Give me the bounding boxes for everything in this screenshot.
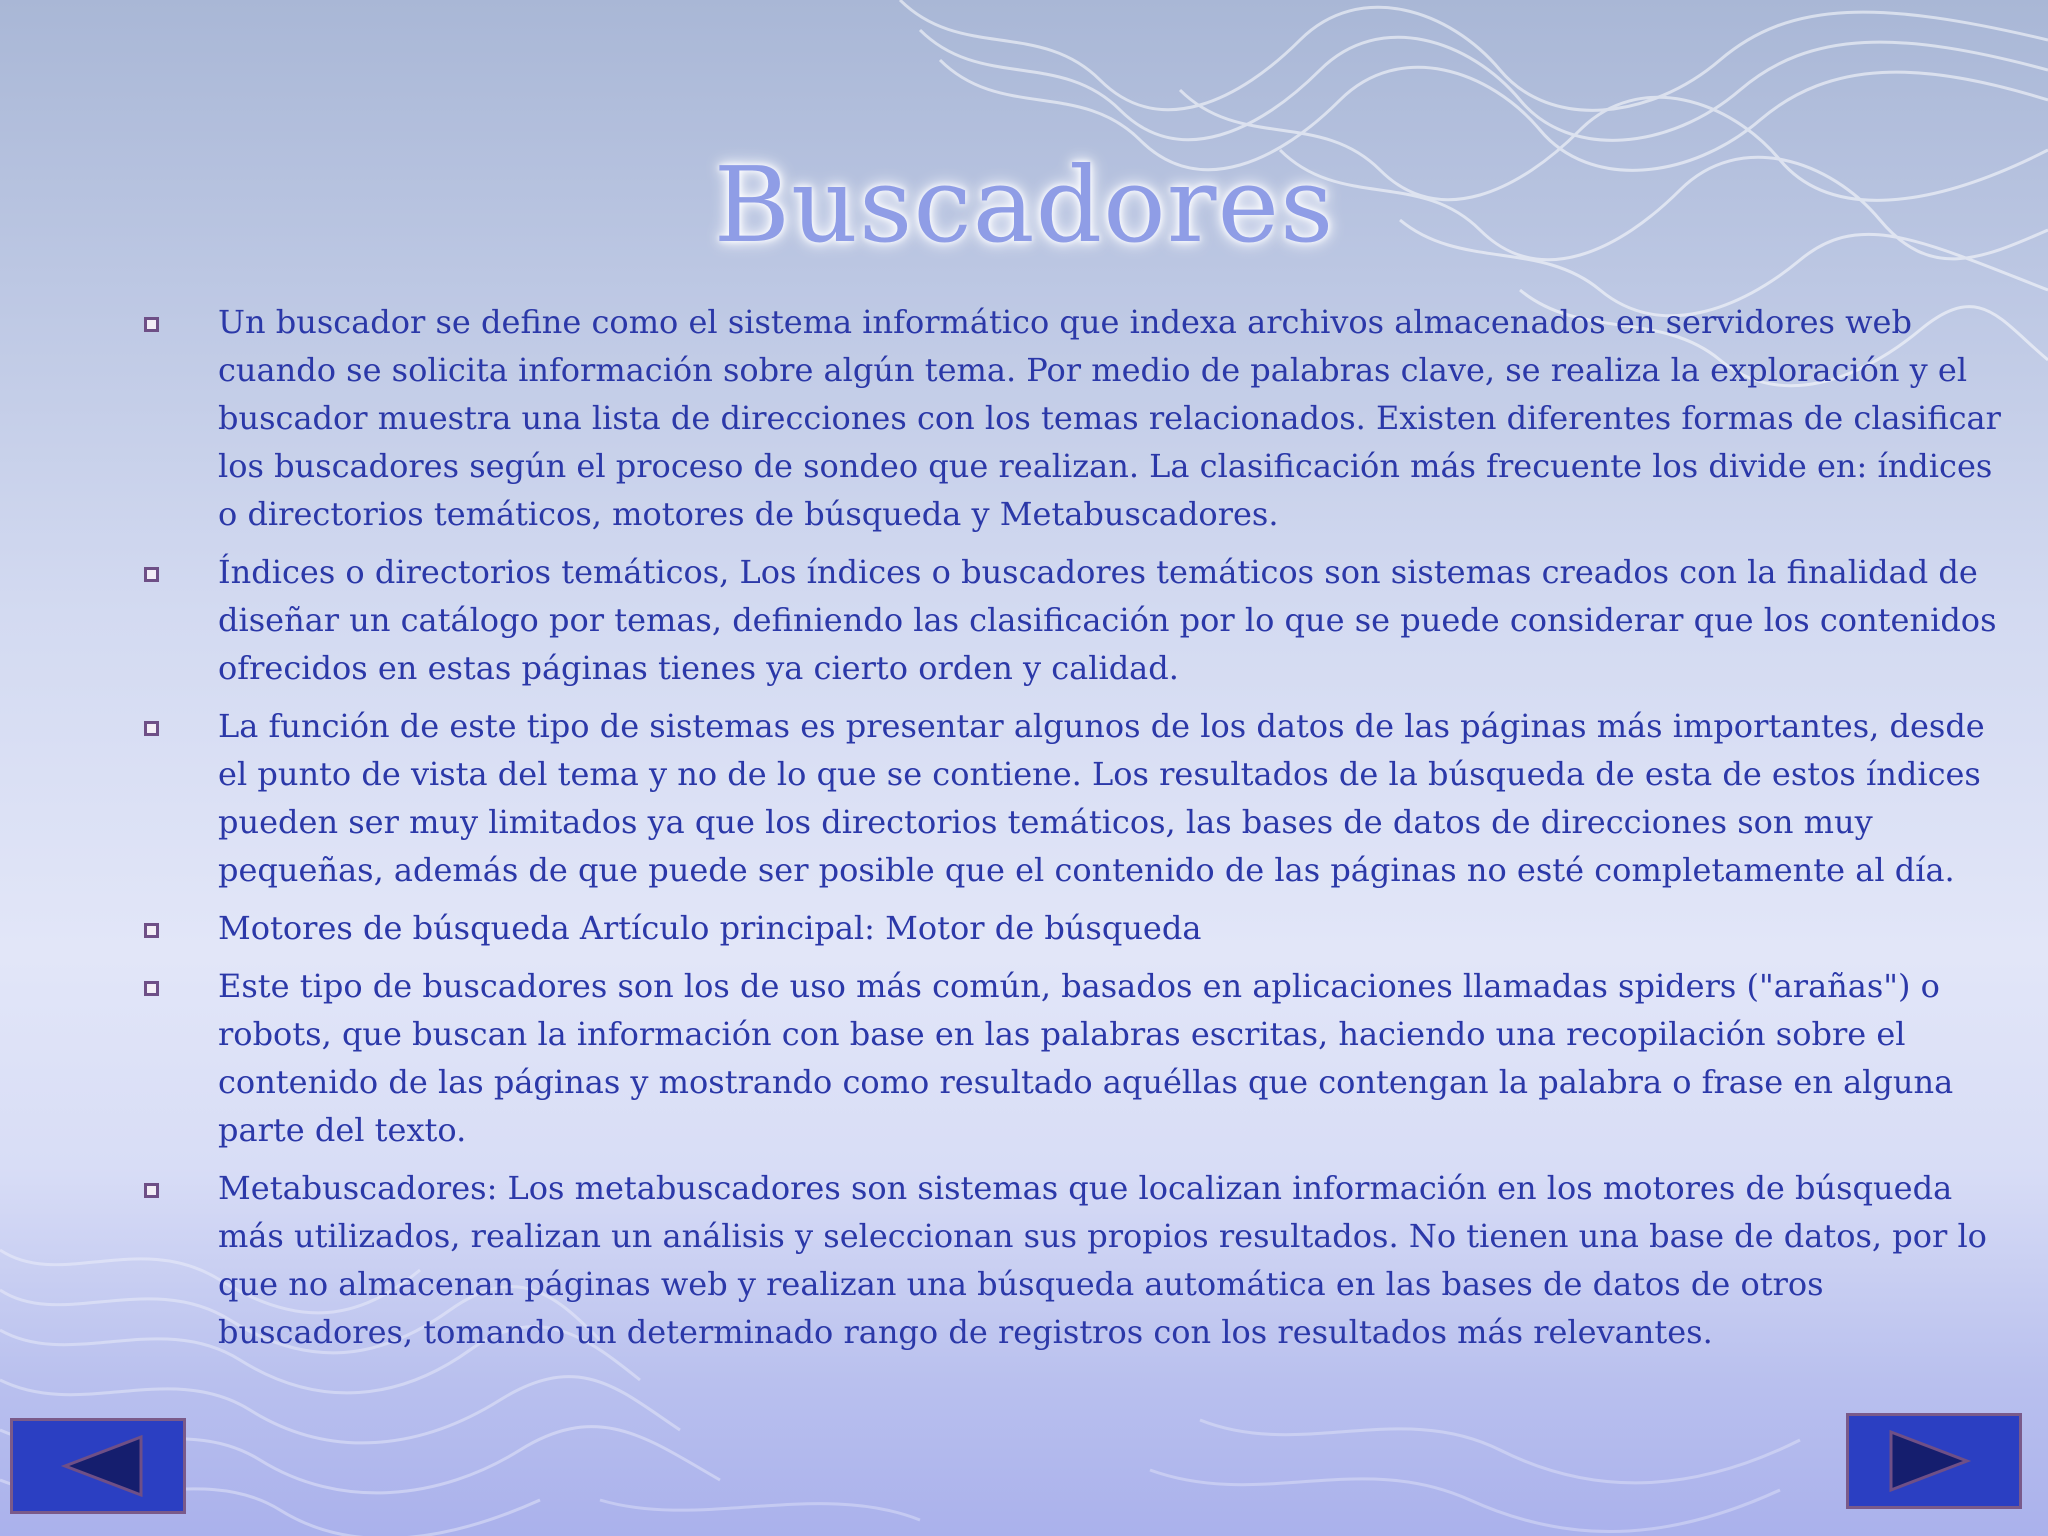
square-bullet-icon — [144, 721, 159, 736]
triangle-right-icon — [1849, 1416, 2019, 1506]
square-bullet-icon — [144, 317, 159, 332]
bullet-text: Metabuscadores: Los metabuscadores son sistemas que localizan información en los motores de búsqueda más utilizados, realizan un análisis y seleccionan sus propios resultados. No tienen una base de datos, por lo que no almacenan páginas web y realizan una búsqueda automática en las bases de datos de otros buscadores, tomando un determinado rango de registros con los resultados más relevantes. — [218, 1169, 1987, 1351]
square-bullet-icon — [144, 923, 159, 938]
bullet-text: Este tipo de buscadores son los de uso más común, basados en aplicaciones llamadas spiders ("arañas") o robots, que buscan la información con base en las palabras escritas, haciendo una recopilación sobre el contenido de las páginas y mostrando como resultado aquéllas que contengan la palabra o frase en alguna parte del texto. — [218, 967, 1954, 1149]
square-bullet-icon — [144, 981, 159, 996]
bullet-item — [140, 548, 2010, 692]
square-bullet-icon — [144, 567, 159, 582]
bullet-text: Motores de búsqueda Artículo principal: Motor de búsqueda — [218, 909, 1202, 947]
bullet-text: La función de este tipo de sistemas es presentar algunos de los datos de las páginas más importantes, desde el punto de vista del tema y no de lo que se contiene. Los resultados de la búsqueda de esta de estos índices pueden ser muy limitados ya que los directorios temáticos, las bases de datos de direcciones son muy pequeñas, además de que puede ser posible que el contenido de las páginas no esté completamente al día. — [218, 707, 1985, 889]
triangle-left-icon — [13, 1421, 183, 1511]
bullet-item — [140, 298, 2010, 538]
bullet-text: Un buscador se define como el sistema informático que indexa archivos almacenados en servidores web cuando se solicita información sobre algún tema. Por medio de palabras clave, se realiza la exploración y el buscador muestra una lista de direcciones con los temas relacionados. Existen diferentes formas de clasificar los buscadores según el proceso de sondeo que realizan. La clasificación más frecuente los divide en: índices o directorios temáticos, motores de búsqueda y Metabuscadores. — [218, 303, 2001, 533]
previous-slide-button[interactable] — [10, 1418, 186, 1514]
bullet-list — [140, 298, 2010, 1366]
bullet-item — [140, 702, 2010, 894]
square-bullet-icon — [144, 1183, 159, 1198]
bullet-item — [140, 962, 2010, 1154]
slide-title: Buscadores — [713, 144, 1335, 266]
next-slide-button[interactable] — [1846, 1413, 2022, 1509]
bullet-item — [140, 1164, 2010, 1356]
bullet-item — [140, 904, 2010, 952]
bullet-text: Índices o directorios temáticos, Los índices o buscadores temáticos son sistemas creados con la finalidad de diseñar un catálogo por temas, definiendo las clasificación por lo que se puede considerar que los contenidos ofrecidos en estas páginas tienes ya cierto orden y calidad. — [218, 553, 1997, 687]
